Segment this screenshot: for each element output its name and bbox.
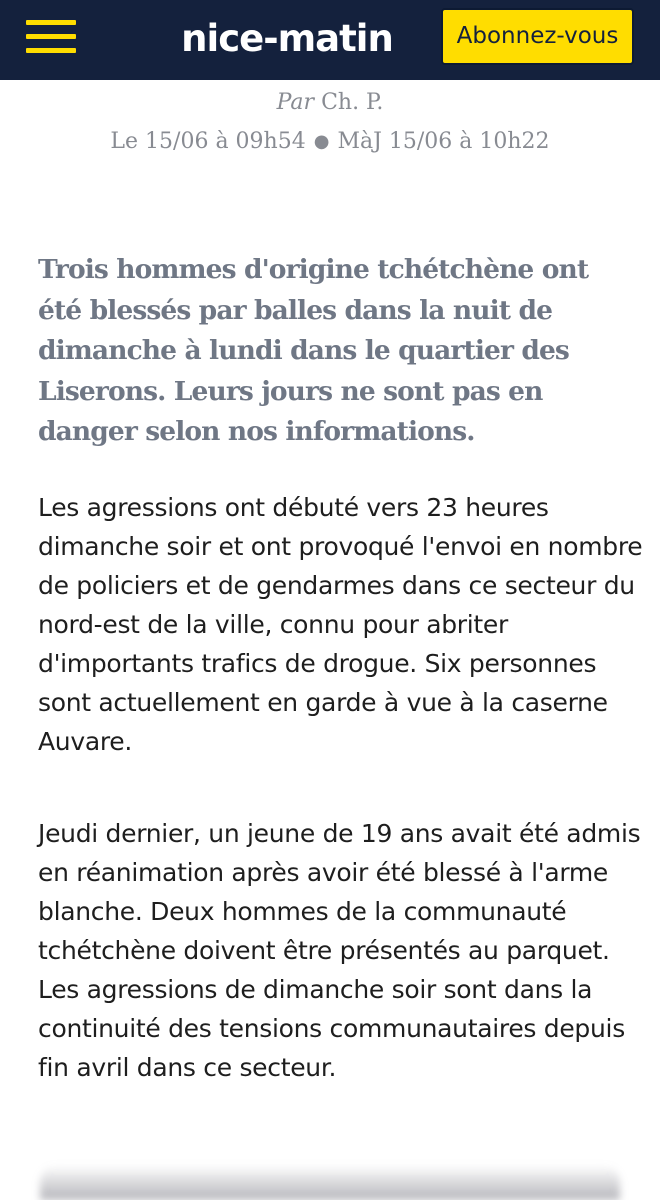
hamburger-menu-icon[interactable] (26, 20, 78, 56)
article-paragraph: Les agressions ont débuté vers 23 heures dimanche soir et ont provoqué l'envoi en nombre de policiers et de gendarmes dans ce secteur du nord-est de la ville, connu pour abriter d'importants trafics de drogue. Six personnes sont actuellement en garde à vue à la caserne Auvare. (38, 493, 643, 756)
updated-date: MàJ 15/06 à 10h22 (337, 129, 550, 154)
menu-line (26, 20, 76, 25)
article-dateline (0, 125, 660, 160)
published-date: Le 15/06 à 09h54 (110, 129, 306, 154)
separator-dot: ● (313, 131, 330, 152)
site-logo[interactable]: nice-matin (181, 17, 393, 60)
author-name[interactable]: Ch. P. (321, 90, 384, 115)
article-lead: Trois hommes d'origine tchétchène ont été blessés par balles dans la nuit de dimanche à lundi dans le quartier des Liserons. Leurs jours ne sont pas en danger selon nos informations. (38, 254, 589, 447)
menu-line (26, 48, 76, 53)
bottom-overlay-shadow (40, 1165, 620, 1200)
byline-prefix: Par (276, 90, 315, 115)
menu-line (26, 34, 76, 39)
article-paragraph: Jeudi dernier, un jeune de 19 ans avait été admis en réanimation après avoir été blessé à l'arme blanche. Deux hommes de la communauté tchétchène doivent être présentés au parquet. Les agressions de dimanche soir sont dans la continuité des tensions communautaires depuis fin avril dans ce secteur. (38, 819, 641, 1082)
subscribe-button[interactable]: Abonnez-vous (441, 8, 634, 65)
article-byline (0, 86, 660, 120)
top-navigation-bar (0, 0, 660, 80)
